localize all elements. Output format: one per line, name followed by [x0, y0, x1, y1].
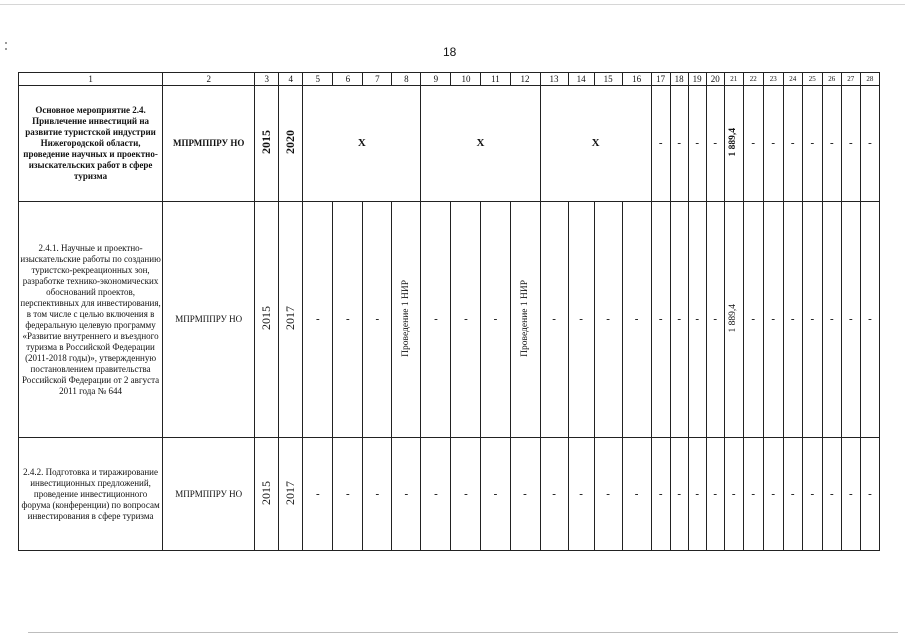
- dash: -: [771, 487, 776, 500]
- dash: -: [658, 137, 663, 149]
- indicator-text: Проведение 1 НИР: [519, 279, 530, 357]
- column-number: 20: [706, 73, 724, 86]
- dash: -: [751, 137, 756, 149]
- dash-cell: [783, 202, 802, 438]
- dash: -: [552, 313, 556, 325]
- dash-cell: [763, 202, 783, 438]
- dash: -: [404, 487, 409, 500]
- dash: -: [464, 313, 468, 325]
- dash: -: [829, 137, 834, 149]
- dash: -: [810, 487, 815, 500]
- indicator-text: Проведение 1 НИР: [400, 279, 411, 357]
- dash: -: [634, 313, 639, 325]
- dash-cell: [451, 202, 481, 438]
- dash: -: [606, 313, 610, 325]
- column-number: 2: [163, 73, 255, 86]
- scan-speck: [5, 42, 7, 44]
- x-mark: Х: [476, 137, 485, 149]
- dash-cell: [481, 202, 510, 438]
- dash-cell: [706, 438, 724, 551]
- indicator-cell: [510, 202, 540, 438]
- dash-cell: [651, 86, 670, 202]
- dash-cell: [706, 86, 724, 202]
- x-mark: Х: [591, 137, 600, 149]
- dash-cell: [802, 438, 822, 551]
- dash-cell: [802, 86, 822, 202]
- column-number: 27: [841, 73, 860, 86]
- dash-cell: [841, 438, 860, 551]
- executor: МПРМППРУ НО: [163, 438, 255, 551]
- dash-cell: [651, 438, 670, 551]
- dash: -: [579, 313, 583, 325]
- dash: -: [375, 487, 380, 500]
- dash-cell: [841, 86, 860, 202]
- dash-cell: [743, 86, 763, 202]
- dash: -: [810, 313, 815, 325]
- dash-cell: [724, 438, 743, 551]
- dash: -: [868, 137, 872, 149]
- dash-cell: [743, 438, 763, 551]
- dash: -: [790, 487, 795, 500]
- end-year: 2017: [283, 306, 298, 330]
- column-number: 28: [860, 73, 879, 86]
- dash-cell: [860, 202, 879, 438]
- dash-cell: [451, 438, 481, 551]
- column-number: 14: [568, 73, 594, 86]
- dash: -: [434, 487, 438, 500]
- dash: -: [375, 313, 380, 325]
- start-year-cell: [255, 202, 279, 438]
- end-year-cell: [279, 438, 303, 551]
- dash-cell: [763, 438, 783, 551]
- dash-cell: [783, 438, 802, 551]
- funding-amount: 1 889,4: [728, 127, 739, 157]
- x-mark: Х: [357, 137, 366, 149]
- activity-name: 2.4.2. Подготовка и тиражирование инвестиционных предложений, проведение инвестиционного форума (конференции) по вопросам инвестирования в сфере туризма: [19, 438, 163, 551]
- dash: -: [829, 487, 834, 500]
- dash: -: [552, 487, 556, 500]
- column-number: 24: [783, 73, 802, 86]
- dash: -: [829, 313, 834, 325]
- column-number: 18: [670, 73, 688, 86]
- column-number: 7: [363, 73, 392, 86]
- dash: -: [695, 137, 700, 149]
- column-number: 6: [333, 73, 363, 86]
- dash: -: [523, 487, 527, 500]
- column-number: 13: [540, 73, 568, 86]
- dash-cell: [622, 202, 651, 438]
- start-year: 2015: [259, 306, 274, 330]
- scan-speck: [5, 48, 7, 50]
- dash-cell: [568, 438, 594, 551]
- dash: -: [713, 487, 718, 500]
- start-year-cell: [255, 86, 279, 202]
- dash-cell: [421, 438, 451, 551]
- dash: -: [677, 137, 681, 149]
- dash-cell: [333, 438, 363, 551]
- dash: -: [658, 487, 663, 500]
- merged-cell: [303, 86, 421, 202]
- dash-cell: [822, 438, 841, 551]
- dash-cell: [392, 438, 421, 551]
- dash: -: [751, 487, 756, 500]
- activity-name: 2.4.1. Научные и проектно-изыскательские работы по созданию туристско-рекреационных зон, разработке технико-экономических обоснований проектов, перспективных для инвестирования, в том числе с целью включения в федеральную целевую программу «Развитие внутреннего и въездного туризма в Российской Федерации (2011-2018 годы)», утвержденную постановлением правительства Российской Федерации от 2 августа 2011 года № 644: [19, 202, 163, 438]
- dash-cell: [822, 86, 841, 202]
- column-number: 25: [802, 73, 822, 86]
- dash: -: [677, 487, 681, 500]
- column-number: 15: [594, 73, 622, 86]
- dash: -: [315, 313, 320, 325]
- column-number: 9: [421, 73, 451, 86]
- dash-cell: [670, 202, 688, 438]
- activity-name: Основное мероприятие 2.4. Привлечение инвестиций на развитие туристской индустрии Нижегородской области, проведение научных и проектно-изыскательских работ в сфере туризма: [19, 86, 163, 202]
- amount-cell: [724, 202, 743, 438]
- dash-cell: [651, 202, 670, 438]
- start-year: 2015: [259, 130, 274, 154]
- dash-cell: [510, 438, 540, 551]
- column-number: 12: [510, 73, 540, 86]
- dash: -: [731, 487, 736, 500]
- dash-cell: [783, 86, 802, 202]
- merged-cell: [540, 86, 651, 202]
- dash-cell: [540, 202, 568, 438]
- dash-cell: [706, 202, 724, 438]
- dash-cell: [363, 438, 392, 551]
- executor: МПРМППРУ НО: [163, 86, 255, 202]
- dash: -: [771, 137, 776, 149]
- column-number: 1: [19, 73, 163, 86]
- executor: МПРМППРУ НО: [163, 202, 255, 438]
- column-number: 16: [622, 73, 651, 86]
- dash: -: [868, 487, 872, 500]
- column-number-row: [19, 73, 880, 86]
- funding-amount: 1 889,4: [728, 303, 739, 333]
- dash-cell: [540, 438, 568, 551]
- dash: -: [713, 313, 718, 325]
- column-number: 10: [451, 73, 481, 86]
- dash: -: [493, 487, 498, 500]
- dash-cell: [822, 202, 841, 438]
- dash-cell: [594, 202, 622, 438]
- dash-cell: [303, 202, 333, 438]
- dash: -: [493, 313, 498, 325]
- dash-cell: [670, 438, 688, 551]
- indicator-cell: [392, 202, 421, 438]
- dash: -: [695, 487, 700, 500]
- dash-cell: [363, 202, 392, 438]
- dash: -: [868, 313, 872, 325]
- dash-cell: [303, 438, 333, 551]
- dash: -: [345, 313, 350, 325]
- dash-cell: [622, 438, 651, 551]
- start-year-cell: [255, 438, 279, 551]
- page-bottom-edge: [28, 632, 898, 633]
- column-number: 19: [688, 73, 706, 86]
- dash: -: [634, 487, 639, 500]
- dash: -: [771, 313, 776, 325]
- column-number: 4: [279, 73, 303, 86]
- dash: -: [464, 487, 468, 500]
- dash: -: [751, 313, 756, 325]
- amount-cell: [724, 86, 743, 202]
- column-number: 22: [743, 73, 763, 86]
- dash-cell: [481, 438, 510, 551]
- dash: -: [658, 313, 663, 325]
- dash-cell: [860, 86, 879, 202]
- end-year: 2017: [283, 480, 298, 505]
- table-row-activity-2-4-1: [19, 202, 880, 438]
- dash-cell: [670, 86, 688, 202]
- dash: -: [434, 313, 438, 325]
- end-year-cell: [279, 202, 303, 438]
- dash-cell: [688, 438, 706, 551]
- dash-cell: [743, 202, 763, 438]
- column-number: 23: [763, 73, 783, 86]
- dash-cell: [688, 86, 706, 202]
- column-number: 3: [255, 73, 279, 86]
- end-year: 2020: [283, 130, 298, 154]
- dash-cell: [763, 86, 783, 202]
- dash-cell: [688, 202, 706, 438]
- dash-cell: [333, 202, 363, 438]
- dash-cell: [802, 202, 822, 438]
- table-row-main-activity: [19, 86, 880, 202]
- column-number: 5: [303, 73, 333, 86]
- dash: -: [810, 137, 815, 149]
- page-top-edge: [0, 4, 905, 5]
- dash: -: [677, 313, 681, 325]
- activity-table: [18, 72, 880, 551]
- column-number: 8: [392, 73, 421, 86]
- dash-cell: [841, 202, 860, 438]
- dash: -: [345, 487, 350, 500]
- end-year-cell: [279, 86, 303, 202]
- dash: -: [848, 313, 853, 325]
- dash: -: [790, 137, 795, 149]
- column-number: 26: [822, 73, 841, 86]
- dash: -: [848, 487, 853, 500]
- dash: -: [579, 487, 583, 500]
- dash: -: [695, 313, 700, 325]
- table-row-activity-2-4-2: [19, 438, 880, 551]
- dash: -: [315, 487, 320, 500]
- page-number: 18: [443, 45, 457, 59]
- dash: -: [790, 313, 795, 325]
- dash: -: [713, 137, 718, 149]
- dash: -: [606, 487, 610, 500]
- dash-cell: [421, 202, 451, 438]
- column-number: 11: [481, 73, 510, 86]
- dash-cell: [860, 438, 879, 551]
- merged-cell: [421, 86, 540, 202]
- column-number: 17: [651, 73, 670, 86]
- dash-cell: [568, 202, 594, 438]
- start-year: 2015: [259, 480, 274, 505]
- dash: -: [848, 137, 853, 149]
- column-number: 21: [724, 73, 743, 86]
- dash-cell: [594, 438, 622, 551]
